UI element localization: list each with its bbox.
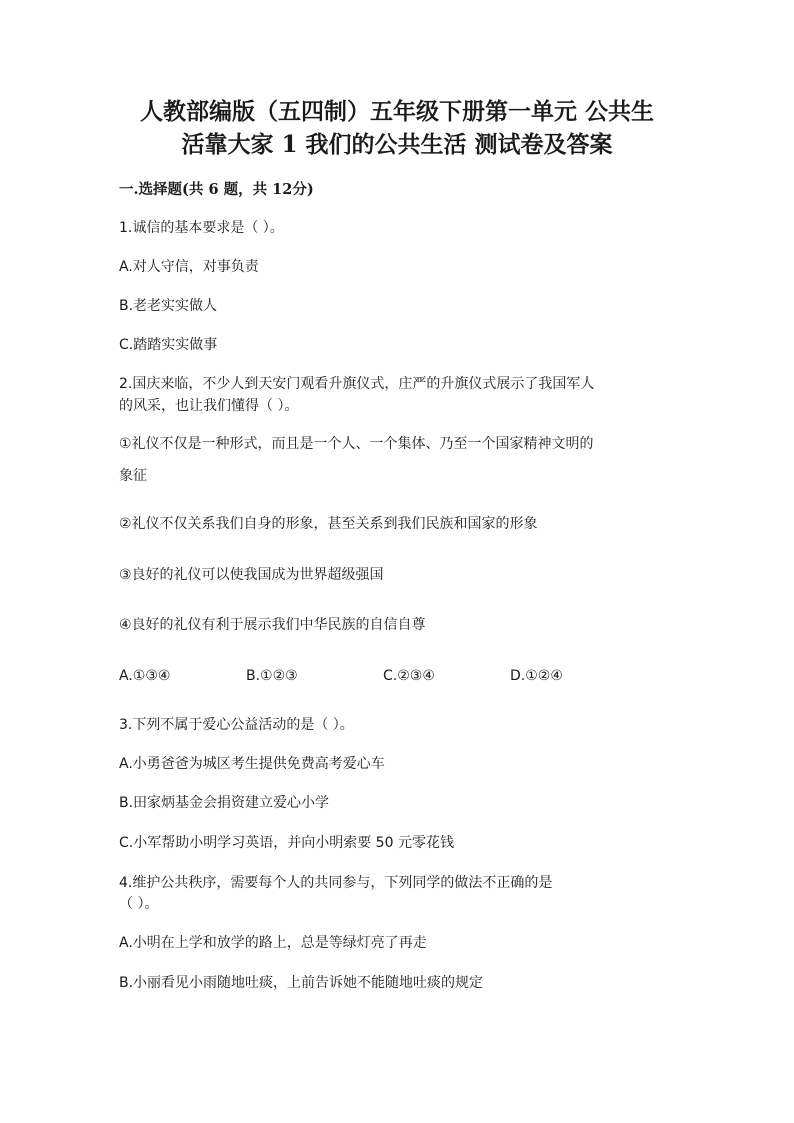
question-3-option-c: C.小军帮助小明学习英语，并向小明索要 50 元零花钱 bbox=[119, 835, 454, 851]
question-3-stem: 3.下列不属于爱心公益活动的是（ ）。 bbox=[119, 717, 354, 733]
question-3-option-a: A.小勇爸爸为城区考生提供免费高考爱心车 bbox=[119, 756, 385, 772]
question-2-statement-1-cont: 象征 bbox=[119, 468, 147, 484]
question-4-option-b: B.小丽看见小雨随地吐痰，上前告诉她不能随地吐痰的规定 bbox=[119, 975, 484, 991]
question-2-option-a: A.①③④ bbox=[119, 668, 171, 684]
question-2-stem-line-2: 的风采，也让我们懂得（ ）。 bbox=[119, 398, 299, 414]
question-2-statement-1: ①礼仪不仅是一种形式，而且是一个人、一个集体、乃至一个国家精神文明的 bbox=[119, 436, 594, 452]
question-4-stem-line-1: 4.维护公共秩序，需要每个人的共同参与，下列同学的做法不正确的是 bbox=[119, 875, 553, 891]
question-1-option-a: A.对人守信，对事负责 bbox=[119, 259, 259, 275]
section-heading: 一.选择题(共 6 题，共 12分) bbox=[119, 181, 314, 198]
question-2-statement-2: ②礼仪不仅关系我们自身的形象，甚至关系到我们民族和国家的形象 bbox=[119, 516, 538, 532]
document-title-line-2: 活靠大家 1 我们的公共生活 测试卷及答案 bbox=[181, 131, 613, 158]
question-1-stem: 1.诚信的基本要求是（ ）。 bbox=[119, 220, 284, 236]
question-4-option-a: A.小明在上学和放学的路上，总是等绿灯亮了再走 bbox=[119, 935, 427, 951]
question-1-option-c: C.踏踏实实做事 bbox=[119, 337, 218, 353]
question-2-statement-4: ④良好的礼仪有利于展示我们中华民族的自信自尊 bbox=[119, 617, 426, 633]
question-3-option-b: B.田家炳基金会捐资建立爱心小学 bbox=[119, 795, 330, 811]
question-2-statement-3: ③良好的礼仪可以使我国成为世界超级强国 bbox=[119, 567, 384, 583]
question-2-option-b: B.①②③ bbox=[246, 668, 298, 684]
question-1-option-b: B.老老实实做人 bbox=[119, 298, 218, 314]
question-2-stem-line-1: 2.国庆来临，不少人到天安门观看升旗仪式，庄严的升旗仪式展示了我国军人 bbox=[119, 376, 595, 392]
document-title-line-1: 人教部编版（五四制）五年级下册第一单元 公共生 bbox=[139, 98, 654, 125]
question-4-stem-line-2: （ ）。 bbox=[119, 896, 159, 912]
question-2-option-c: C.②③④ bbox=[383, 668, 435, 684]
question-2-option-d: D.①②④ bbox=[510, 668, 563, 684]
